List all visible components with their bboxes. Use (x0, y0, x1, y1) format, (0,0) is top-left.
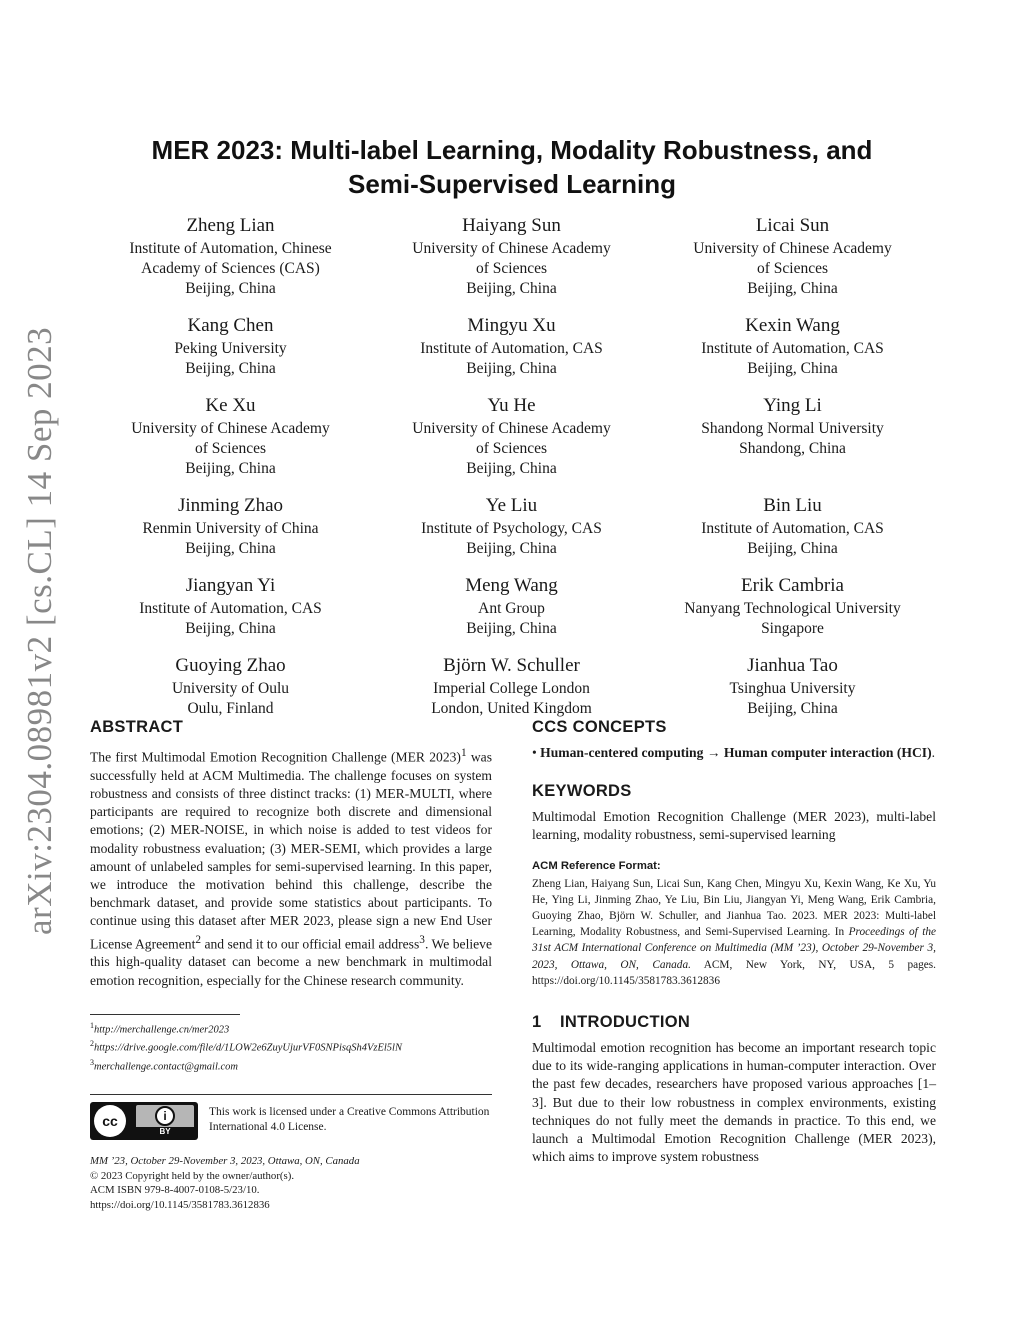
author-block (652, 573, 933, 639)
footnote-mark-2: 2 (195, 933, 202, 946)
author-location: Oulu, Finland (187, 700, 274, 717)
footnote-3-link[interactable]: merchallenge.contact@gmail.com (94, 1061, 238, 1073)
author-block (371, 573, 652, 639)
author-name: Haiyang Sun (462, 215, 561, 236)
author-location: Beijing, China (747, 700, 838, 717)
author-name: Meng Wang (465, 575, 558, 596)
author-name: Björn W. Schuller (443, 655, 580, 676)
paper-title (90, 133, 934, 201)
author-affiliation: Institute of Automation, CAS (701, 340, 884, 357)
author-affiliation: Institute of Automation, CAS (139, 600, 322, 617)
author-location: London, United Kingdom (431, 700, 592, 717)
author-block (90, 573, 371, 639)
author-name: Ye Liu (485, 495, 538, 516)
author-row (90, 313, 934, 379)
author-affiliation: of Sciences (475, 440, 547, 457)
author-row (90, 393, 934, 479)
author-block (652, 213, 933, 299)
author-block (371, 653, 652, 719)
footnote-list (90, 1019, 492, 1075)
section-number: 1 (532, 1013, 542, 1032)
author-location: Beijing, China (747, 360, 838, 377)
footnote-3-num: 3 (90, 1057, 94, 1067)
isbn: ACM ISBN 979-8-4007-0108-5/23/10. (90, 1184, 260, 1197)
author-affiliation: of Sciences (194, 440, 266, 457)
reference-text (532, 876, 936, 989)
author-name: Kang Chen (187, 315, 274, 336)
author-affiliation: Institute of Psychology, CAS (421, 520, 602, 537)
author-block (90, 653, 371, 719)
author-location: Beijing, China (466, 620, 557, 637)
author-affiliation: Peking University (174, 340, 287, 357)
author-location: Beijing, China (466, 280, 557, 297)
author-affiliation: University of Chinese Academy (412, 240, 611, 257)
cc-by-license-icon[interactable] (90, 1102, 198, 1140)
footnote-1 (90, 1019, 492, 1038)
keywords-text: Multimodal Emotion Recognition Challenge (MER 2023), multi-label learning, modality robustness, semi-supervised learning (532, 809, 936, 843)
author-location: Beijing, China (185, 360, 276, 377)
publication-info (90, 1154, 492, 1212)
author-affiliation: Ant Group (478, 600, 545, 617)
author-name: Zheng Lian (186, 215, 275, 236)
author-row (90, 573, 934, 639)
author-block (371, 313, 652, 379)
abstract-part-1: The first Multimodal Emotion Recognition Challenge (MER 2023) (90, 749, 461, 765)
author-affiliation: Nanyang Technological University (684, 600, 901, 617)
author-name: Guoying Zhao (175, 655, 286, 676)
author-block (652, 313, 933, 379)
author-affiliation: Institute of Automation, CAS (701, 520, 884, 537)
author-affiliation: Tsinghua University (729, 680, 856, 697)
author-block (371, 393, 652, 479)
cc-icon: cc (94, 1105, 126, 1137)
author-location: Beijing, China (185, 620, 276, 637)
author-block (371, 493, 652, 559)
reference-part-1: Zheng Lian, Haiyang Sun, Licai Sun, Kang Chen, Mingyu Xu, Kexin Wang, Ke Xu, Yu He, Ying Li, Jinming Zhao, Ye Liu, Bin Liu, Jiangyan Yi, Meng Wang, Erik Cambria, Guoying Zhao, Björn W. Schuller, and Jianhua Tao. 2023. MER 2023: Multi-label Learning, Modality Robustness, and Semi-Supervised Learning. In (532, 877, 936, 939)
author-affiliation: Institute of Automation, Chinese (129, 240, 332, 257)
author-location: Singapore (761, 620, 824, 637)
author-grid (90, 213, 934, 719)
intro-heading (532, 1011, 936, 1033)
author-name: Bin Liu (763, 495, 822, 516)
author-block (652, 493, 933, 559)
footnote-3 (90, 1056, 492, 1075)
author-location: Beijing, China (185, 280, 276, 297)
ccs-bullet: • (532, 745, 537, 760)
title-line-2: Semi-Supervised Learning (348, 169, 676, 199)
author-row (90, 653, 934, 719)
footnote-rule (90, 1014, 240, 1015)
author-block (90, 393, 371, 479)
author-name: Jinming Zhao (177, 495, 284, 516)
author-affiliation: of Sciences (756, 260, 828, 277)
ccs-concepts (532, 744, 936, 762)
arrow-icon: → (706, 745, 721, 760)
author-block (652, 393, 933, 479)
author-name: Ying Li (763, 395, 822, 416)
footnote-2-num: 2 (90, 1039, 94, 1049)
author-name: Erik Cambria (741, 575, 844, 596)
intro-text: Multimodal emotion recognition has become an important research topic due to its wide-ranging applications in human-computer interaction. Over the past few decades, researchers have proposed various approaches [1–3]. But due to their low robustness in complex environments, existing techniques do not fully meet the demands in practice. To this end, we launch a Multimodal Emotion Recognition Challenge (MER 2023), which aims to improve system robustness (532, 1040, 936, 1165)
abstract-heading: ABSTRACT (90, 718, 184, 736)
author-block (90, 493, 371, 559)
author-affiliation: Academy of Sciences (CAS) (141, 260, 320, 277)
author-name: Jianhua Tao (747, 655, 838, 676)
footnote-1-num: 1 (90, 1020, 94, 1030)
author-name: Licai Sun (755, 215, 830, 236)
right-column (532, 716, 936, 1166)
author-affiliation: of Sciences (475, 260, 547, 277)
author-location: Beijing, China (185, 540, 276, 557)
doi-link[interactable]: https://doi.org/10.1145/3581783.3612836 (90, 1198, 270, 1211)
reference-part-2: ACM, New York, NY, USA, 5 pages. https://doi.org/10.1145/3581783.3612836 (532, 958, 936, 987)
author-location: Beijing, China (466, 540, 557, 557)
title-line-1: MER 2023: Multi-label Learning, Modality Robustness, and (151, 135, 873, 165)
author-affiliation: University of Chinese Academy (693, 240, 892, 257)
author-block (371, 213, 652, 299)
section-title: INTRODUCTION (560, 1013, 691, 1032)
author-location: Beijing, China (185, 460, 276, 477)
abstract-text (90, 744, 492, 990)
attribution-person-icon: i (155, 1106, 175, 1126)
abstract-part-2: was successfully held at ACM Multimedia. The challenge focuses on system robustness and consists of three distinct tracks: (1) MER-MULTI, where participants are required to recognize both discrete and dimensional emotions; (2) MER-NOISE, in which noise is added to test videos for modality robustness evaluation; (3) MER-SEMI, which provides a large amount of unlabeled samples for semi-supervised learning. In this paper, we introduce the motivation behind this challenge, describe the benchmark dataset, and provide some statistics about participants. To continue using this dataset after MER 2023, please sign a new End User License Agreement (90, 749, 493, 952)
author-location: Beijing, China (466, 360, 557, 377)
left-column (90, 716, 492, 1213)
arxiv-stamp: arXiv:2304.08981v2 [cs.CL] 14 Sep 2023 (20, 326, 59, 935)
footnote-1-link[interactable]: http://merchallenge.cn/mer2023 (94, 1024, 230, 1036)
license-text: This work is licensed under a Creative Commons Attribution International 4.0 License. (209, 1106, 490, 1134)
author-affiliation: Renmin University of China (142, 520, 319, 537)
author-location: Shandong, China (739, 440, 846, 457)
venue: MM ’23, October 29-November 3, 2023, Ottawa, ON, Canada (90, 1155, 360, 1168)
author-affiliation: Shandong Normal University (701, 420, 884, 437)
author-affiliation: University of Oulu (171, 680, 290, 697)
author-affiliation: University of Chinese Academy (412, 420, 611, 437)
abstract-part-3: and send it to our official email address (201, 936, 420, 952)
author-location: Beijing, China (747, 540, 838, 557)
ccs-end: . (931, 745, 936, 760)
author-row (90, 213, 934, 299)
author-name: Kexin Wang (745, 315, 840, 336)
author-location: Beijing, China (747, 280, 838, 297)
author-location: Beijing, China (466, 460, 557, 477)
footnote-2-link[interactable]: https://drive.google.com/file/d/1LOW2e6ZuyUjurVF0SNPisqSh4VzEl5lN (94, 1042, 402, 1054)
footnote-mark-3: 3 (419, 933, 425, 946)
license-block (90, 1094, 492, 1140)
author-name: Mingyu Xu (467, 315, 556, 336)
reference-heading: ACM Reference Format: (532, 859, 661, 872)
ccs-category: Human-centered computing (540, 745, 704, 760)
author-block (90, 313, 371, 379)
author-affiliation: Institute of Automation, CAS (420, 340, 603, 357)
copyright: © 2023 Copyright held by the owner/author(s). (90, 1169, 295, 1182)
author-affiliation: Imperial College London (433, 680, 590, 697)
footnote-mark-1: 1 (460, 747, 467, 759)
author-affiliation: University of Chinese Academy (131, 420, 330, 437)
reference-venue: Proceedings of the 31st ACM International Conference on Multimedia (MM ’23), October 29-November 3, 2023, Ottawa, ON, Canada. (532, 926, 936, 971)
ccs-heading: CCS CONCEPTS (532, 718, 667, 736)
author-name: Jiangyan Yi (185, 575, 276, 596)
author-name: Yu He (487, 395, 536, 416)
abstract-part-4: . We believe this high-quality dataset can become a new benchmark in multimodal emotion recognition, especially for the Chinese research community. (90, 936, 492, 988)
author-block (652, 653, 933, 719)
author-name: Ke Xu (205, 395, 256, 416)
author-row (90, 493, 934, 559)
by-label: BY (136, 1127, 194, 1137)
footnote-2 (90, 1037, 492, 1056)
by-icon (136, 1105, 194, 1137)
author-block (90, 213, 371, 299)
ccs-subcategory: Human computer interaction (HCI) (723, 745, 932, 760)
keywords-heading: KEYWORDS (532, 782, 632, 801)
